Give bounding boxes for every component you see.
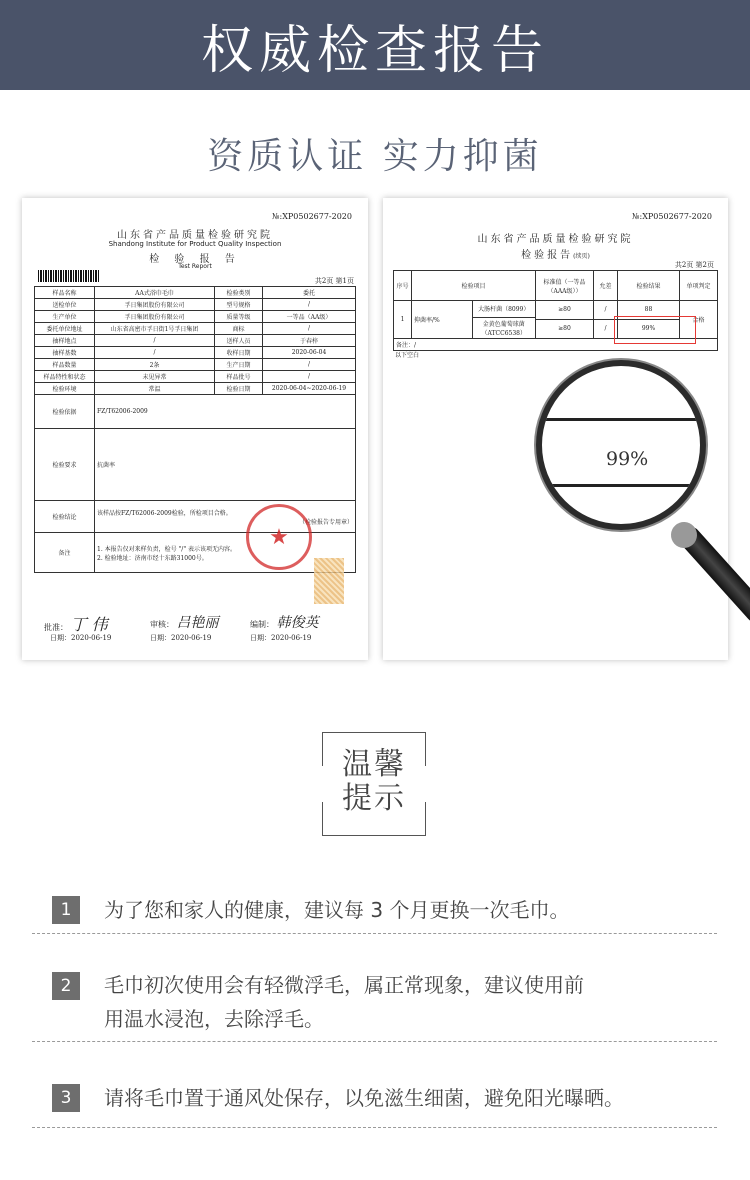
field-value: 2020-06-04~2020-06-19 xyxy=(263,383,356,395)
row-item: 抑菌率/% xyxy=(412,301,472,338)
report-title-en: Test Report xyxy=(178,263,212,270)
field-label: 商标 xyxy=(215,323,263,335)
approver-label: 批准： xyxy=(44,623,68,632)
field-value: AA式浴巾毛巾 xyxy=(95,287,215,299)
field-value: 一等品（AA级） xyxy=(263,311,356,323)
sub2-standard: ≥80 xyxy=(536,319,594,338)
standard-label: 检验依据 xyxy=(35,395,95,429)
field-label: 检验类别 xyxy=(215,287,263,299)
tip-number: 2 xyxy=(52,972,80,1000)
report-info-row xyxy=(35,335,356,347)
reviewer-signature: 吕艳丽 xyxy=(176,615,219,631)
report-info-row xyxy=(35,287,356,299)
report-serial: №:XP0502677-2020 xyxy=(631,212,712,221)
row-item-cell xyxy=(412,301,536,339)
field-value: / xyxy=(95,335,215,347)
tips-title-frame xyxy=(322,732,426,836)
field-label: 样品批号 xyxy=(215,371,263,383)
magnified-table-line xyxy=(542,418,700,421)
tip-item xyxy=(32,966,717,1042)
remark-line-2: 2. 检验地址：济南市经十东路31000号。 xyxy=(97,554,208,562)
sub1-standard: ≥80 xyxy=(536,301,594,320)
field-label: 委托单位地址 xyxy=(35,323,95,335)
tip-number: 1 xyxy=(52,896,80,924)
field-label: 收样日期 xyxy=(215,347,263,359)
field-value: 常温 xyxy=(95,383,215,395)
field-value: 山东省高密市孚日街1号孚日集团 xyxy=(95,323,215,335)
field-label: 检验环境 xyxy=(35,383,95,395)
tip-number: 3 xyxy=(52,1084,80,1112)
field-value: 2020-06-04 xyxy=(263,347,356,359)
magnified-table-line xyxy=(542,484,700,487)
approver-date xyxy=(50,633,111,643)
field-label: 抽样地点 xyxy=(35,335,95,347)
field-label: 样品数量 xyxy=(35,359,95,371)
field-value: / xyxy=(263,299,356,311)
field-label: 质量等级 xyxy=(215,311,263,323)
sub-item-2: 金黄色葡萄球菌（ATCC6538） xyxy=(481,320,526,337)
report-info-row xyxy=(35,311,356,323)
field-label: 生产日期 xyxy=(215,359,263,371)
item-value: 抗菌率 xyxy=(95,429,356,501)
tip-item xyxy=(32,1080,717,1128)
reviewer-label: 审核： xyxy=(150,620,174,629)
field-label: 送样人员 xyxy=(215,335,263,347)
banner-title: 权威检查报告 xyxy=(200,20,549,81)
field-value: / xyxy=(263,371,356,383)
conclusion-label: 检验结论 xyxy=(35,501,95,533)
tips-title xyxy=(322,748,426,816)
field-value: 委托 xyxy=(263,287,356,299)
date-label: 日期： xyxy=(50,634,71,642)
remark-line-1: 1. 本报告仅对来样负责，检号 "/" 表示该项无内容。 xyxy=(97,545,236,553)
report-title-cn: 检 验 报 告 xyxy=(149,254,241,265)
date-label: 日期： xyxy=(250,634,271,642)
date-value: 2020-06-19 xyxy=(71,634,112,642)
institute-name-cn: 山东省产品质量检验研究院 xyxy=(477,234,634,245)
approver-block xyxy=(44,612,108,635)
remark-row: 备注：/ xyxy=(394,338,718,350)
field-label: 抽样基数 xyxy=(35,347,95,359)
report-info-row xyxy=(35,371,356,383)
header-judgment: 单项判定 xyxy=(680,271,718,301)
report-title-suffix: (续页) xyxy=(573,253,590,260)
field-value: / xyxy=(263,359,356,371)
sub-item-table xyxy=(412,301,535,338)
qualification-seal-stamp xyxy=(314,558,344,604)
inspector-block xyxy=(250,612,319,632)
tip-text: 毛巾初次使用会有轻微浮毛，属正常现象，建议使用前 用温水浸泡，去除浮毛。 xyxy=(104,973,584,1031)
report-serial: №:XP0502677-2020 xyxy=(271,212,352,221)
field-label: 检验日期 xyxy=(215,383,263,395)
frame-border xyxy=(322,835,426,836)
header-item: 检验项目 xyxy=(412,271,536,301)
field-value: 2条 xyxy=(95,359,215,371)
field-label: 样品特性和状态 xyxy=(35,371,95,383)
page-number: 共2页 第2页 xyxy=(674,261,714,269)
report-info-row xyxy=(35,347,356,359)
result-highlight-box xyxy=(614,316,696,344)
page-subtitle: 资质认证 实力抑菌 xyxy=(207,136,543,177)
institute-name-cn: 山东省产品质量检验研究院 xyxy=(117,230,273,241)
institute-name-en: Shandong Institute for Product Quality Inspection xyxy=(108,240,282,248)
inspector-date xyxy=(250,633,311,643)
barcode-image xyxy=(38,270,100,282)
reviewer-date xyxy=(150,633,211,643)
field-value: / xyxy=(95,347,215,359)
field-label: 送检单位 xyxy=(35,299,95,311)
report-info-row xyxy=(35,359,356,371)
report-info-row xyxy=(35,299,356,311)
field-value: / xyxy=(263,323,356,335)
tips-title-text: 温馨提示 xyxy=(342,747,406,816)
conclusion-note: （检验报告专用章） xyxy=(298,518,353,526)
date-label: 日期： xyxy=(150,634,171,642)
conclusion-value: 该样品按FZ/T62006-2009检验，所检项目合格。 xyxy=(97,509,232,517)
date-value: 2020-06-19 xyxy=(171,634,212,642)
report-info-row xyxy=(35,383,356,395)
inspector-signature: 韩俊英 xyxy=(276,615,319,631)
tip-text: 请将毛巾置于通风处保存，以免滋生细菌，避免阳光曝晒。 xyxy=(104,1086,624,1110)
field-value: 孚日集团股份有限公司 xyxy=(95,299,215,311)
approver-signature: 丁 伟 xyxy=(70,615,108,634)
official-seal-stamp xyxy=(246,504,312,570)
seal-star-icon: ★ xyxy=(269,525,289,550)
test-report-page-1 xyxy=(22,198,368,660)
magnified-result-value: 99% xyxy=(606,448,649,470)
report-title-text: 检验报告 xyxy=(521,250,574,261)
remark-label: 备注 xyxy=(35,533,95,573)
blank-below-note: 以下空白 xyxy=(395,352,420,359)
header-standard: 标准值（一等品（AAA级）） xyxy=(536,271,594,301)
row-number: 1 xyxy=(394,301,412,339)
field-label: 生产单位 xyxy=(35,311,95,323)
tip-item xyxy=(32,892,717,934)
sub1-result: 88 xyxy=(618,301,680,320)
field-value: 于春梓 xyxy=(263,335,356,347)
page-banner xyxy=(0,0,750,90)
header-result: 检验结果 xyxy=(618,271,680,301)
row-judgment: 合格 xyxy=(680,301,718,339)
inspector-label: 编制： xyxy=(250,620,274,629)
sub2-result: 99% xyxy=(618,319,680,338)
header-no: 序号 xyxy=(394,271,412,301)
report-info-row xyxy=(35,323,356,335)
conclusion-cell xyxy=(95,501,356,533)
field-label: 样品名称 xyxy=(35,287,95,299)
sub-item-1: 大肠杆菌（8099） xyxy=(472,301,535,317)
field-label: 型号规格 xyxy=(215,299,263,311)
header-tolerance: 允差 xyxy=(594,271,618,301)
frame-border xyxy=(322,732,426,733)
standard-value: FZ/T62006-2009 xyxy=(95,395,356,429)
item-label: 检验要求 xyxy=(35,429,95,501)
field-value: 孚日集团股份有限公司 xyxy=(95,311,215,323)
sub1-tolerance: / xyxy=(594,301,618,320)
magnifier-lens xyxy=(536,360,706,530)
field-value: 未见异常 xyxy=(95,371,215,383)
reviewer-block xyxy=(150,612,219,632)
report-title-cn xyxy=(383,246,728,261)
date-value: 2020-06-19 xyxy=(271,634,312,642)
sub2-tolerance: / xyxy=(594,319,618,338)
page-number: 共2页 第1页 xyxy=(314,277,354,285)
tip-text: 为了您和家人的健康，建议每 3 个月更换一次毛巾。 xyxy=(104,898,570,922)
